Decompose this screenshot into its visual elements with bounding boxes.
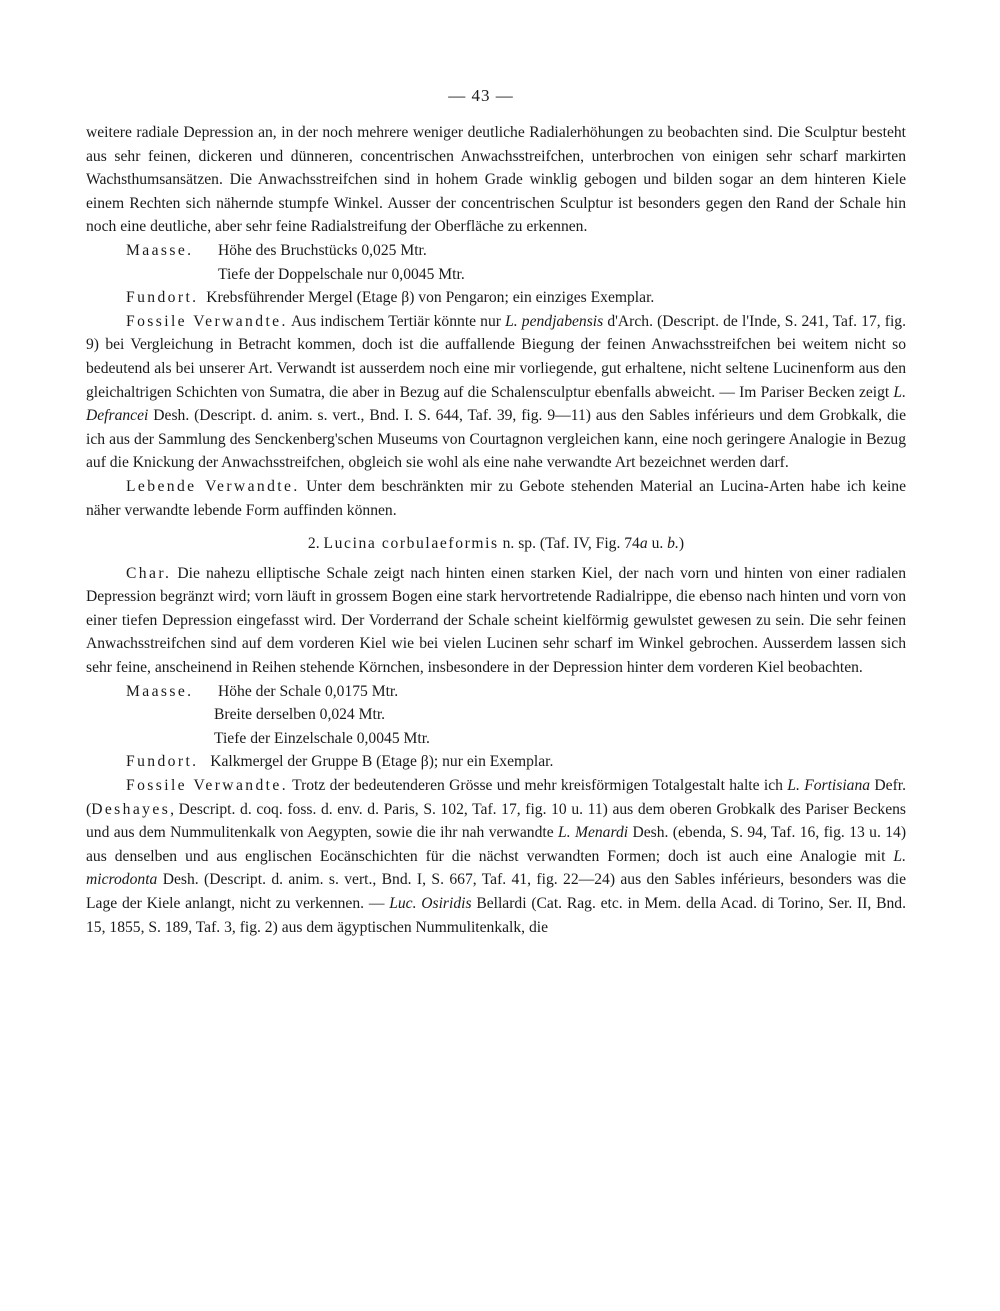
text-run: Desh. (Descript. d. anim. s. vert., Bnd. I, S. 667, Taf. 41, fig. 22—24) aus den Sables inférieurs, besonders was die Lage der Kiele anlangt, nicht zu verkennen. — (86, 871, 906, 912)
text-run: Bellardi (Cat. Rag. etc. in Mem. della Acad. di Torino, Ser. II, Bnd. 15, 1855, S. 189, Taf. 3, fig. 2) aus dem ägyptischen Nummulitenkalk, die (86, 895, 906, 936)
measurements-row (86, 680, 906, 704)
text-run: Trotz der bedeutenderen Grösse und mehr kreisförmigen Totalgestalt halte ich (292, 777, 783, 795)
characteristics-section (86, 562, 906, 680)
text-run: Desh. (Descript. d. anim. s. vert., Bnd. I. S. 644, Taf. 39, fig. 9—11) aus den Sables inférieurs und dem Grobkalk, die ich aus der Sammlung des Senckenberg'schen Museums von Courtagnon vergleichen kann, eine noch geringere Analogie in Bezug auf die Knickung der Anwachsstreifchen, obgleich sie wohl als eine nahe verwandte Art bezeichnet werden darf. (86, 407, 906, 472)
measurement-value: Höhe des Bruchstücks 0,025 Mtr. (218, 241, 427, 259)
locality-text: Krebsführender Mergel (Etage β) von Pengaron; ein einziges Exemplar. (206, 289, 655, 307)
fossil-relatives-section-2 (86, 774, 906, 939)
fossil-relatives-section-1 (86, 310, 906, 475)
page-number: — 43 — (448, 86, 514, 105)
species-number: 2. (307, 535, 320, 553)
living-relatives-label: Lebende Verwandte. (126, 477, 300, 495)
locality-row (86, 750, 906, 774)
author-name: Deshayes (91, 800, 171, 818)
text-run: , Descript. d. coq. foss. d. env. d. Paris, S. 102, Taf. 17, fig. 10 u. 11) aus dem oberen Grobkalk des Pariser Beckens und aus dem Nummulitenkalk von Aegypten, sowie die ihr nah verwandte (86, 800, 906, 842)
fossil-relatives-label: Fossile Verwandte. (126, 312, 288, 330)
text-run: Desh. (ebenda, S. 94, Taf. 16, fig. 13 u. 14) aus denselben und aus englischen Eocänschichten für die nächst verwandten Formen; doch ist auch eine Analogie mit (86, 824, 907, 865)
measurements-section-1 (86, 239, 906, 286)
species-name: L. Fortisiana (787, 777, 871, 795)
living-relatives-section (86, 475, 906, 522)
species-name: L. microdonta (86, 847, 906, 889)
locality-label: Fundort. (126, 753, 199, 771)
species-heading-end: ) (678, 535, 685, 553)
measurement-value: Tiefe der Einzelschale 0,0045 Mtr. (214, 729, 430, 747)
measurement-value: Höhe der Schale 0,0175 Mtr. (218, 682, 399, 700)
locality-text: Kalkmergel der Gruppe B (Etage β); nur ein Exemplar. (210, 753, 554, 771)
text-run: Aus indischem Tertiär könnte nur (291, 312, 501, 330)
measurements-label: Maasse. (126, 241, 194, 259)
characteristics-label: Char. (126, 564, 172, 582)
living-relatives-text: Unter dem beschränkten mir zu Gebote stehenden Material an Lucina-Arten habe ich keine näher verwandte lebende Form auffinden können. (86, 477, 907, 519)
characteristics-text: Die nahezu elliptische Schale zeigt nach hinten einen starken Kiel, der nach vorn und hinten von einer radialen Depression begränzt wird; vorn läuft in grossem Bogen eine stark hervortretende Radialrippe, die ebenso nach hinten und vorn von einer tiefen Depression eingefasst wird. Der Vorderrand der Schale scheint kielförmig gewulstet gewesen zu sein. Die sehr feinen Anwachsstreifchen sind auf dem vorderen Kiel wie bei vielen Lucinen sehr scharf im Winkel gebrochen. Ausserdem lassen sich sehr feine, anscheinend in Reihen stehende Körnchen, insbesondere in der Depression hinter dem vorderen Kiel beobachten. (86, 564, 906, 677)
figure-a: a (639, 535, 648, 553)
fossil-relatives-label: Fossile Verwandte. (126, 777, 289, 795)
species-heading (86, 532, 906, 556)
locality-section-2 (86, 750, 906, 774)
text-run: d'Arch. (Descript. de l'Inde, S. 241, Taf. 17, fig. 9) bei Vergleichung in Betracht kommen, doch ist die auffallende Biegung der feinen Anwachsstreifchen bei weitem nicht so bedeutend als bei unserer Art. Verwandt ist ausserdem noch eine mir vorliegende, gut erhaltene, nicht seltene Lucinenform aus den gleichaltrigen Schichten von Sumatra, die aber in Bezug auf die Schalensculptur ebenfalls abweicht. — Im Pariser Becken zeigt (86, 312, 906, 401)
species-name: L. Defrancei (86, 383, 906, 425)
species-heading-mid: u. (651, 535, 664, 553)
measurements-label: Maasse. (126, 682, 194, 700)
measurements-row (86, 239, 906, 263)
locality-label: Fundort. (126, 289, 199, 307)
species-heading-rest: n. sp. (Taf. IV, Fig. 74 (502, 535, 640, 553)
measurement-value: Tiefe der Doppelschale nur 0,0045 Mtr. (218, 265, 465, 283)
locality-row (86, 286, 906, 310)
measurements-section-2 (86, 680, 906, 751)
species-name: L. pendjabensis (505, 312, 604, 330)
figure-b: b. (667, 535, 679, 553)
text-run: Defr. ( (86, 777, 907, 818)
species-name: L. Menardi (558, 824, 629, 842)
paragraph-description: weitere radiale Depression an, in der noch mehrere weniger deutliche Radialerhöhungen zu beobachten sind. Die Sculptur besteht aus sehr feinen, dickeren und dünneren, concentrischen Anwachsstreifchen, unterbrochen von einigen sehr scharf markirten Wachsthumsansätzen. Die Anwachsstreifchen sind in hohem Grade winklig gebogen und bilden sogar an dem hinteren Kiele einem Rechten sich nähernde stumpfe Winkel. Ausser der concentrischen Sculptur ist besonders gegen den Rand der Schale hin noch eine deutliche, aber sehr feine Radialstreifung der Oberfläche zu erkennen. (86, 124, 906, 236)
locality-section-1 (86, 286, 906, 310)
species-name: Luc. Osiridis (389, 895, 472, 912)
body-text (86, 121, 906, 939)
species-title: Lucina corbulaeformis (323, 535, 499, 553)
measurement-value: Breite derselben 0,024 Mtr. (214, 706, 386, 724)
